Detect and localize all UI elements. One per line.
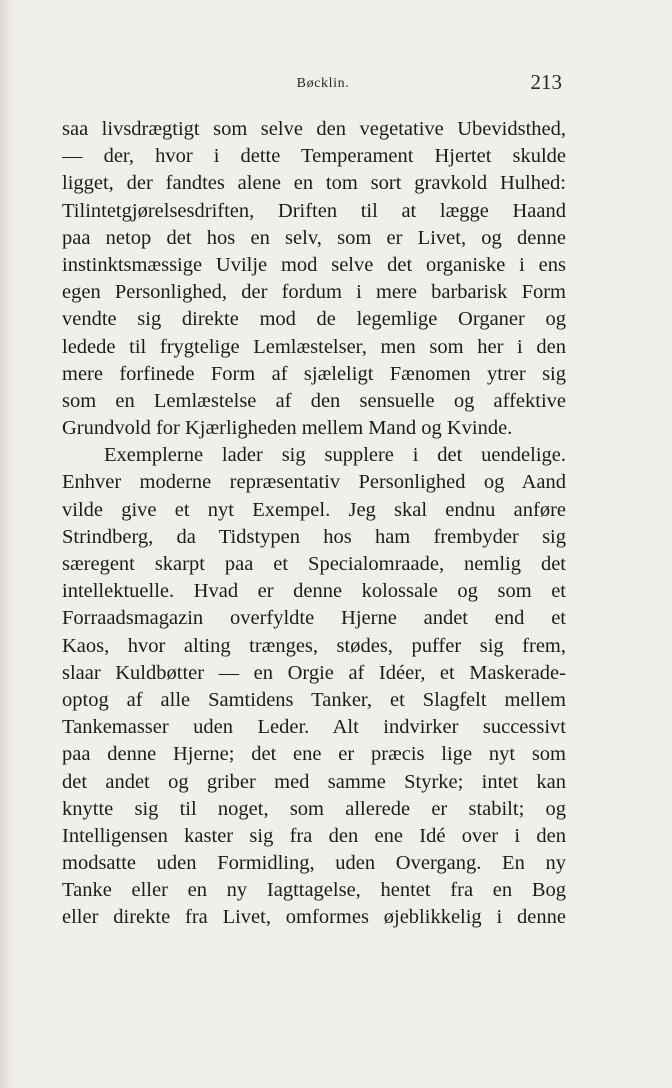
- text-line: intellektuelle. Hvad er denne kolossale og som et: [62, 580, 566, 603]
- text-line: Tankemasser uden Leder. Alt indvirker successivt: [62, 716, 566, 739]
- text-line: Strindberg, da Tidstypen hos ham frembyder sig: [62, 525, 566, 548]
- text-line: det andet og griber med samme Styrke; intet kan: [62, 770, 566, 793]
- text-line: Intelligensen kaster sig fra den ene Idé over i den: [62, 824, 566, 847]
- text-line: instinktsmæssige Uvilje mod selve det organiske i ens: [62, 253, 566, 276]
- page-number: 213: [530, 70, 562, 94]
- body-text: [62, 116, 566, 932]
- text-line: Kaos, hvor alting trænges, stødes, puffer sig frem,: [62, 634, 566, 657]
- text-line: eller direkte fra Livet, omformes øjeblikkelig i denne: [62, 906, 566, 929]
- text-line: vilde give et nyt Exempel. Jeg skal endnu anføre: [62, 498, 566, 521]
- text-line: Grundvold for Kjærligheden mellem Mand og Kvinde.: [62, 417, 513, 440]
- text-line: — der, hvor i dette Temperament Hjertet skulde: [62, 145, 566, 168]
- text-line: Tilintetgjørelsesdriften, Driften til at lægge Haand: [62, 199, 566, 222]
- text-line: paa denne Hjerne; det ene er præcis lige nyt som: [62, 743, 566, 766]
- text-line: egen Personlighed, der fordum i mere barbarisk Form: [62, 281, 566, 304]
- text-line: knytte sig til noget, som allerede er stabilt; og: [62, 797, 566, 820]
- text-line: ledede til frygtelige Lemlæstelser, men som her i den: [62, 335, 566, 358]
- text-line: paa netop det hos en selv, som er Livet, og denne: [62, 226, 566, 249]
- text-line: Exemplerne lader sig supplere i det uendelige.: [104, 444, 566, 467]
- text-line: særegent skarpt paa et Specialomraade, nemlig det: [62, 553, 566, 575]
- text-line: slaar Kuldbøtter — en Orgie af Idéer, et Maskerade-: [62, 661, 566, 684]
- running-head: Bøcklin.: [296, 76, 350, 91]
- text-line: Forraadsmagazin overfyldte Hjerne andet end et: [62, 607, 566, 630]
- text-line: som en Lemlæstelse af den sensuelle og affektive: [62, 389, 566, 412]
- text-line: mere forfinede Form af sjæleligt Fænomen ytrer sig: [62, 362, 566, 385]
- text-line: ligget, der fandtes alene en tom sort gravkold Hulhed:: [62, 172, 566, 195]
- text-line: saa livsdrægtigt som selve den vegetative Ubevidsthed,: [62, 118, 566, 140]
- page-edge-shadow: [0, 0, 14, 1088]
- text-line: Tanke eller en ny Iagttagelse, hentet fra en Bog: [62, 879, 566, 902]
- text-line: modsatte uden Formidling, uden Overgang. En ny: [62, 852, 566, 875]
- text-line: optog af alle Samtidens Tanker, et Slagfelt mellem: [62, 688, 566, 711]
- page-header: [62, 70, 562, 100]
- text-line: Enhver moderne repræsentativ Personlighed og Aand: [62, 471, 566, 494]
- text-line: vendte sig direkte mod de legemlige Organer og: [62, 308, 566, 331]
